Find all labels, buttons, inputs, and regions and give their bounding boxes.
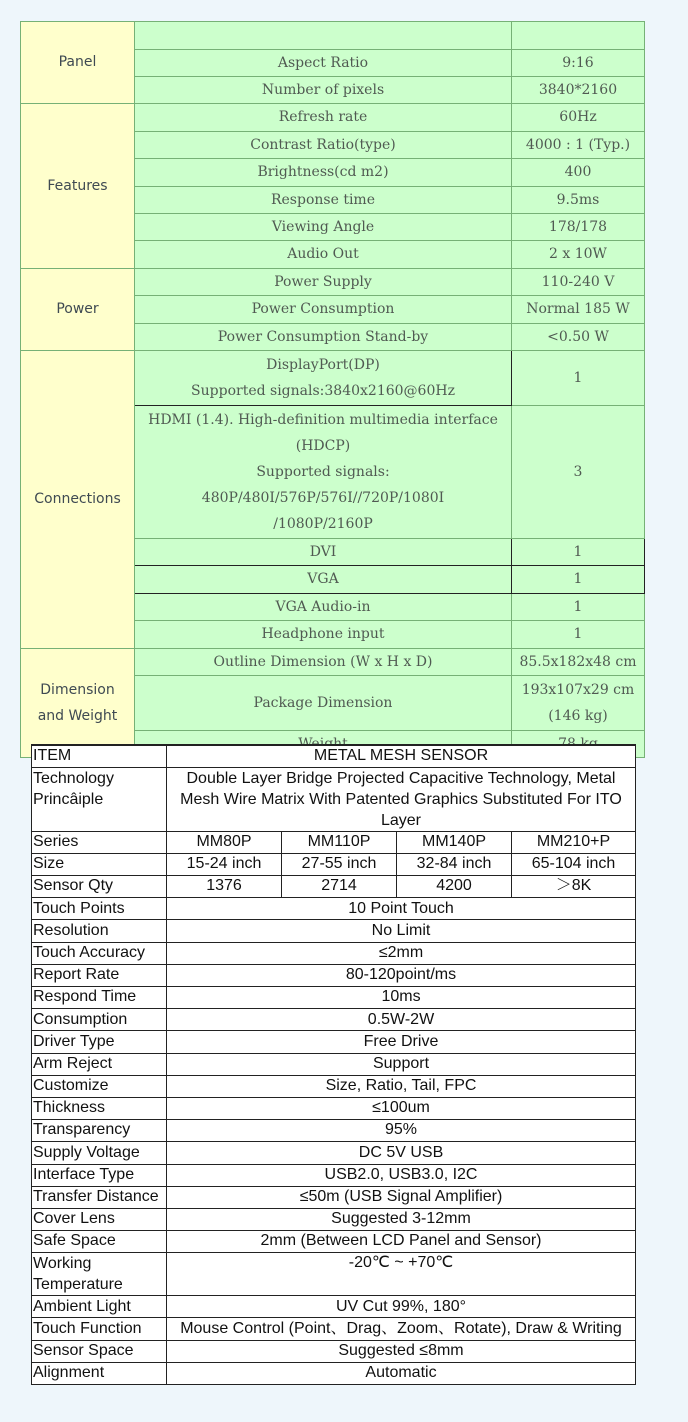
- param-contrast: Contrast Ratio(type): [135, 131, 512, 158]
- value-outline: 85.5x182x48 cm: [512, 648, 645, 675]
- value-audio: 2 x 10W: [512, 241, 645, 268]
- value-hdmi: 3: [512, 405, 645, 538]
- sensor-value: Automatic: [167, 1362, 636, 1384]
- sensor-row-consumption: [32, 1009, 636, 1031]
- sensor-label: Touch Points: [32, 898, 167, 920]
- qty-cell: 1376: [167, 876, 282, 898]
- spec-row-blank: [21, 22, 645, 50]
- size-cell: 65-104 inch: [512, 853, 636, 875]
- value-refresh: 60Hz: [512, 104, 645, 131]
- sensor-label: Resolution: [32, 920, 167, 942]
- param-aspect-ratio: Aspect Ratio: [135, 49, 512, 76]
- sensor-label: Respond Time: [32, 987, 167, 1009]
- sensor-value: 95%: [167, 1120, 636, 1142]
- value-consumption: Normal 185 W: [512, 296, 645, 323]
- sensor-label: Consumption: [32, 1009, 167, 1031]
- sensor-row-transparency: [32, 1120, 636, 1142]
- sensor-label-working-temp: [32, 1253, 167, 1296]
- group-power: Power: [21, 268, 135, 350]
- sensor-row-report-rate: [32, 964, 636, 986]
- value-package-line2: (146 kg): [548, 708, 608, 724]
- value-headphone: 1: [512, 621, 645, 648]
- group-panel: Panel: [21, 22, 135, 104]
- param-brightness: Brightness(cd m2): [135, 159, 512, 186]
- sensor-row-driver: [32, 1031, 636, 1053]
- param-refresh: Refresh rate: [135, 104, 512, 131]
- spec-row-refresh: [21, 104, 645, 131]
- value-pixels: 3840*2160: [512, 76, 645, 103]
- sensor-row-cover-lens: [32, 1208, 636, 1230]
- sensor-label: Transfer Distance: [32, 1186, 167, 1208]
- qty-cell: ＞8K: [512, 876, 636, 898]
- sensor-value: UV Cut 99%, 180°: [167, 1296, 636, 1318]
- sensor-value: Suggested 3-12mm: [167, 1208, 636, 1230]
- value-vga: 1: [512, 566, 645, 593]
- sensor-label: Report Rate: [32, 964, 167, 986]
- sensor-row-working-temp: [32, 1253, 636, 1296]
- sensor-value: ≤100um: [167, 1097, 636, 1119]
- sensor-row-size: [32, 853, 636, 875]
- sensor-row-resolution: [32, 920, 636, 942]
- sensor-row-touch-function: [32, 1318, 636, 1340]
- sensor-value: Free Drive: [167, 1031, 636, 1053]
- sensor-label: Transparency: [32, 1120, 167, 1142]
- param-standby: Power Consumption Stand-by: [135, 323, 512, 350]
- value-viewing: 178/178: [512, 213, 645, 240]
- sensor-row-safe-space: [32, 1231, 636, 1253]
- param-outline: Outline Dimension (W x H x D): [135, 648, 512, 675]
- sensor-row-series: [32, 831, 636, 853]
- sensor-label-working-line1: Working: [33, 1255, 92, 1273]
- sensor-row-customize: [32, 1075, 636, 1097]
- value-aspect-ratio: 9:16: [512, 49, 645, 76]
- sensor-value: ≤50m (USB Signal Amplifier): [167, 1186, 636, 1208]
- sensor-row-interface: [32, 1164, 636, 1186]
- sensor-value: 0.5W-2W: [167, 1009, 636, 1031]
- sensor-label: Arm Reject: [32, 1053, 167, 1075]
- sensor-label: Driver Type: [32, 1031, 167, 1053]
- param-viewing: Viewing Angle: [135, 213, 512, 240]
- param-vga: VGA: [135, 566, 512, 593]
- sensor-row-supply-voltage: [32, 1142, 636, 1164]
- value-dvi: 1: [512, 538, 645, 565]
- param-dvi: DVI: [135, 538, 512, 565]
- param-dp-line1: DisplayPort(DP): [266, 356, 380, 373]
- sensor-value: 2mm (Between LCD Panel and Sensor): [167, 1231, 636, 1253]
- sensor-row-arm-reject: [32, 1053, 636, 1075]
- series-cell: MM80P: [167, 831, 282, 853]
- value-supply: 110-240 V: [512, 268, 645, 295]
- param-supply: Power Supply: [135, 268, 512, 295]
- sensor-label: Thickness: [32, 1097, 167, 1119]
- sensor-row-alignment: [32, 1362, 636, 1384]
- sensor-value: Mouse Control (Point、Drag、Zoom、Rotate), Draw & Writing: [167, 1318, 636, 1340]
- sensor-label: Customize: [32, 1075, 167, 1097]
- sensor-value: Suggested ≤8mm: [167, 1340, 636, 1362]
- sensor-value: 10ms: [167, 987, 636, 1009]
- sensor-value: 80-120point/ms: [167, 964, 636, 986]
- sensor-value: 10 Point Touch: [167, 898, 636, 920]
- value-standby: <0.50 W: [512, 323, 645, 350]
- param-headphone: Headphone input: [135, 621, 512, 648]
- sensor-value: DC 5V USB: [167, 1142, 636, 1164]
- sensor-row-item: [32, 745, 636, 767]
- param-hdmi-line3: Supported signals: 480P/480I/576P/576I//720P/1080I: [201, 463, 445, 506]
- sensor-row-touch-points: [32, 898, 636, 920]
- series-cell: MM140P: [397, 831, 512, 853]
- sensor-label: Sensor Space: [32, 1340, 167, 1362]
- sensor-label: Supply Voltage: [32, 1142, 167, 1164]
- sensor-label-working-line2: Temperature: [33, 1276, 123, 1294]
- param-pixels: Number of pixels: [135, 76, 512, 103]
- sensor-value-item: METAL MESH SENSOR: [167, 745, 636, 767]
- sensor-value-technology: Double Layer Bridge Projected Capacitive Technology, Metal Mesh Wire Matrix With Patented Graphics Substituted For ITO Layer: [167, 767, 636, 831]
- sensor-label-qty: Sensor Qty: [32, 876, 167, 898]
- param-package: Package Dimension: [135, 676, 512, 731]
- sensor-value: Size, Ratio, Tail, FPC: [167, 1075, 636, 1097]
- value-package-line1: 193x107x29 cm: [521, 682, 635, 698]
- monitor-spec-table: [20, 21, 645, 758]
- sensor-value: No Limit: [167, 920, 636, 942]
- sensor-label-technology: [32, 767, 167, 831]
- param-hdmi-line1: HDMI (1.4). High-definition multimedia interface: [148, 411, 498, 428]
- param-hdmi-line2: (HDCP): [295, 437, 351, 454]
- param-audio: Audio Out: [135, 241, 512, 268]
- value-dp: 1: [512, 350, 645, 405]
- sensor-value: Support: [167, 1053, 636, 1075]
- sensor-label: Alignment: [32, 1362, 167, 1384]
- sensor-label: Touch Function: [32, 1318, 167, 1340]
- sensor-label: Ambient Light: [32, 1296, 167, 1318]
- value-vga-audio: 1: [512, 593, 645, 620]
- sensor-label-technology-line2: Princâiple: [33, 790, 104, 808]
- group-features: Features: [21, 104, 135, 268]
- param-blank: [135, 22, 512, 50]
- group-connections: Connections: [21, 350, 135, 648]
- sensor-label: Touch Accuracy: [32, 942, 167, 964]
- param-dp-line2: Supported signals:3840x2160@60Hz: [191, 382, 455, 399]
- value-response: 9.5ms: [512, 186, 645, 213]
- param-hdmi: [135, 405, 512, 538]
- size-cell: 27-55 inch: [282, 853, 397, 875]
- series-cell: MM210+P: [512, 831, 636, 853]
- group-dimension: Dimension and Weight: [21, 648, 135, 758]
- sensor-row-qty: [32, 876, 636, 898]
- qty-cell: 4200: [397, 876, 512, 898]
- param-vga-audio: VGA Audio-in: [135, 593, 512, 620]
- sensor-row-transfer: [32, 1186, 636, 1208]
- sensor-value: USB2.0, USB3.0, I2C: [167, 1164, 636, 1186]
- series-cell: MM110P: [282, 831, 397, 853]
- param-response: Response time: [135, 186, 512, 213]
- sensor-label-item: ITEM: [32, 745, 167, 767]
- sensor-label-technology-line1: Technology: [33, 769, 114, 787]
- size-cell: 15-24 inch: [167, 853, 282, 875]
- value-contrast: 4000 : 1 (Typ.): [512, 131, 645, 158]
- sensor-row-ambient: [32, 1296, 636, 1318]
- sensor-value-working-temp: -20℃ ~ +70℃: [167, 1253, 636, 1296]
- sensor-row-respond-time: [32, 987, 636, 1009]
- spec-row-supply: [21, 268, 645, 295]
- sensor-row-sensor-space: [32, 1340, 636, 1362]
- sensor-label: Cover Lens: [32, 1208, 167, 1230]
- sensor-row-accuracy: [32, 942, 636, 964]
- sensor-spec-table: [31, 744, 636, 1385]
- param-hdmi-line4: /1080P/2160P: [273, 515, 373, 532]
- sensor-label: Interface Type: [32, 1164, 167, 1186]
- param-dp: [135, 350, 512, 405]
- sensor-label: Safe Space: [32, 1231, 167, 1253]
- sensor-label-series: Series: [32, 831, 167, 853]
- value-blank: [512, 22, 645, 50]
- value-package: [512, 676, 645, 731]
- sensor-label-size: Size: [32, 853, 167, 875]
- sensor-row-technology: [32, 767, 636, 831]
- size-cell: 32-84 inch: [397, 853, 512, 875]
- spec-row-outline: [21, 648, 645, 675]
- sensor-row-thickness: [32, 1097, 636, 1119]
- param-consumption: Power Consumption: [135, 296, 512, 323]
- sensor-value: ≤2mm: [167, 942, 636, 964]
- value-brightness: 400: [512, 159, 645, 186]
- spec-row-dp: [21, 350, 645, 405]
- qty-cell: 2714: [282, 876, 397, 898]
